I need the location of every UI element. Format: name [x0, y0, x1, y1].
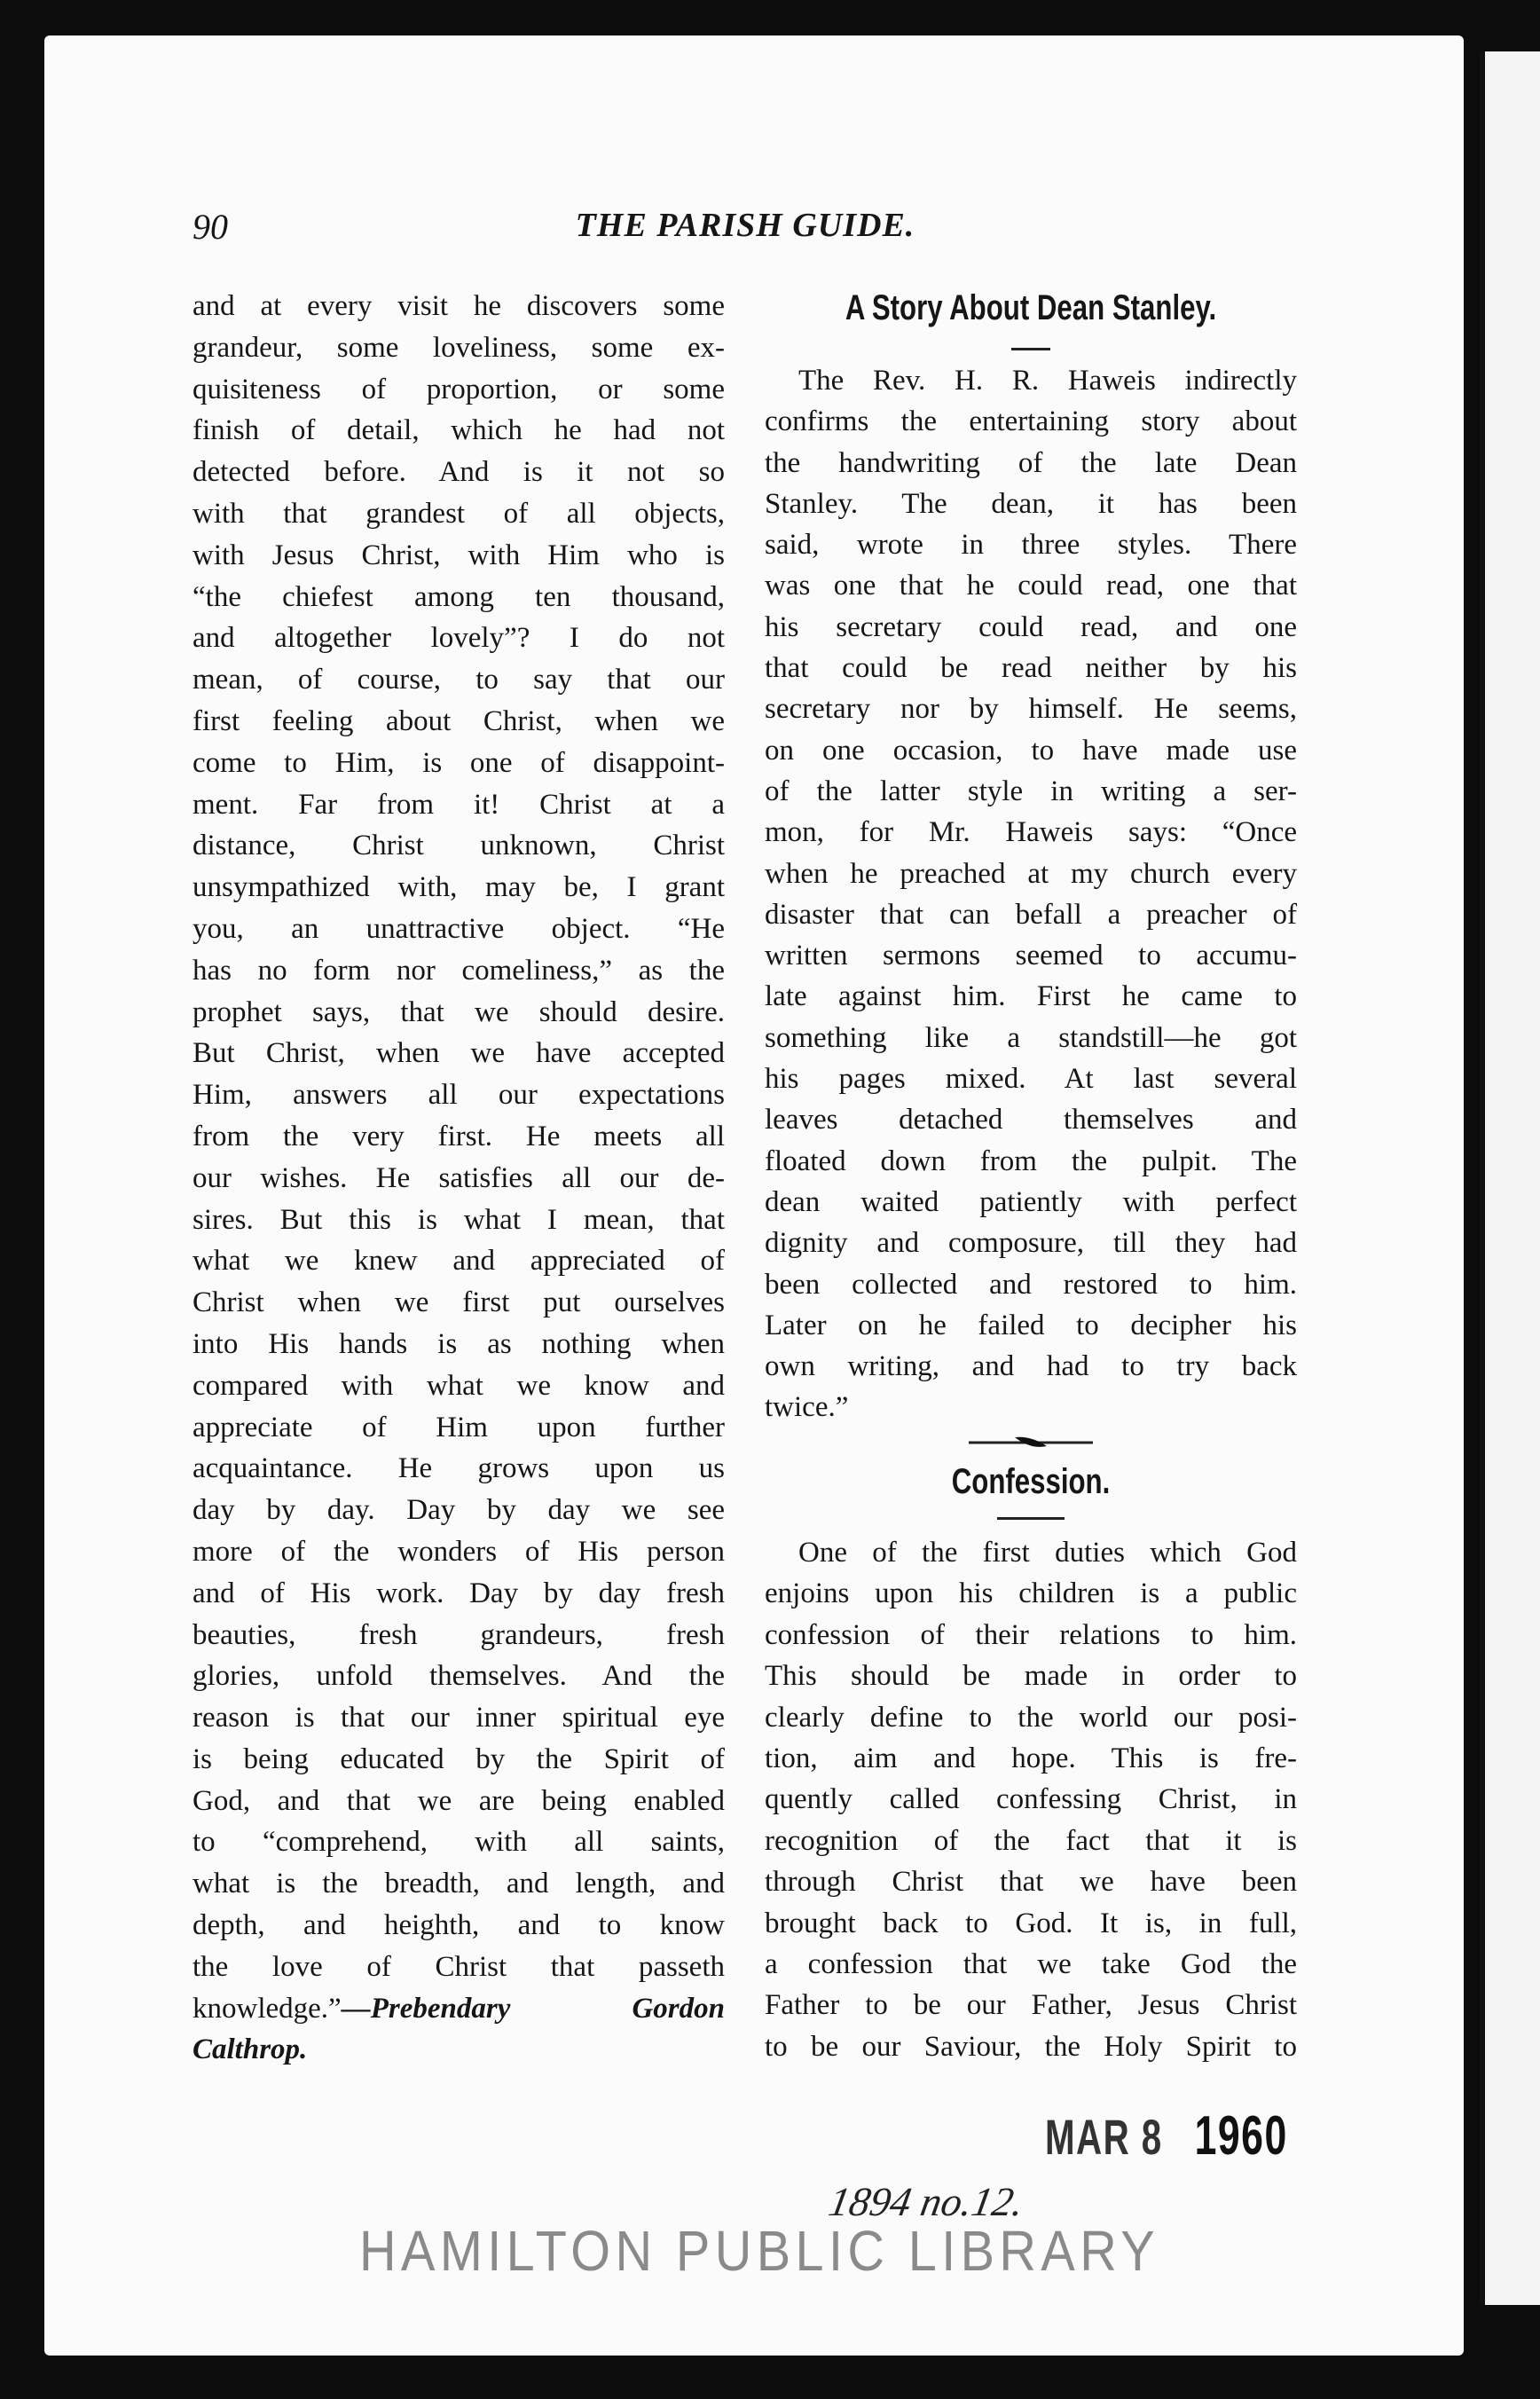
text-line: the handwriting of the late Dean	[765, 446, 1297, 479]
text-line: on one occasion, to have made use	[765, 734, 1297, 767]
text-line: unsympathized with, may be, I grant	[192, 871, 725, 904]
left-column	[192, 286, 725, 2071]
text-line: This should be made in order to	[765, 1660, 1297, 1693]
text-line: the love of Christ that passeth	[192, 1950, 725, 1983]
text-line: depth, and heighth, and to know	[192, 1909, 725, 1942]
text-line: dignity and composure, till they had	[765, 1227, 1297, 1260]
text-line: to “comprehend, with all saints,	[192, 1826, 725, 1859]
text-line: “the chiefest among ten thousand,	[192, 580, 725, 613]
text-line: ment. Far from it! Christ at a	[192, 788, 725, 821]
text-line: has no form nor comeliness,” as the	[192, 954, 725, 987]
text-line: tion, aim and hope. This is fre-	[765, 1742, 1297, 1774]
text-line: clearly define to the world our posi-	[765, 1701, 1297, 1734]
next-page-edge	[1480, 51, 1540, 2305]
text-line: is being educated by the Spirit of	[192, 1742, 725, 1775]
text-line: late against him. First he came to	[765, 980, 1297, 1013]
text-line: dean waited patiently with perfect	[765, 1185, 1297, 1218]
date-stamp-year: 1960	[1194, 2105, 1288, 2167]
text-line: when he preached at my church every	[765, 857, 1297, 890]
text-line: quently called confessing Christ, in	[765, 1783, 1297, 1816]
text-line: written sermons seemed to accumu-	[765, 940, 1297, 972]
text-line: into His hands is as nothing when	[192, 1327, 725, 1360]
text-line: day by day. Day by day we see	[192, 1494, 725, 1527]
text-line: But Christ, when we have accepted	[192, 1037, 725, 1070]
text-line: recognition of the fact that it is	[765, 1824, 1297, 1857]
text-line: glories, unfold themselves. And the	[192, 1660, 725, 1693]
text-line: with that grandest of all objects,	[192, 497, 725, 530]
text-line: The Rev. H. R. Haweis indirectly	[798, 365, 1297, 397]
text-line: and of His work. Day by day fresh	[192, 1577, 725, 1609]
text-line: reason is that our inner spiritual eye	[192, 1702, 725, 1734]
text-line: more of the wonders of His person	[192, 1535, 725, 1568]
text-line: his secretary could read, and one	[765, 610, 1297, 643]
text-line: Him, answers all our expectations	[192, 1079, 725, 1112]
text-line: acquaintance. He grows upon us	[192, 1452, 725, 1485]
handwritten-note: 1894 no.12.	[825, 2179, 1027, 2224]
article-dean-stanley-body	[765, 360, 1297, 1428]
text-line: something like a standstill—he got	[765, 1021, 1297, 1054]
text-line: Christ when we first put ourselves	[192, 1286, 725, 1319]
text-line: what we knew and appreciated of	[192, 1245, 725, 1278]
text-line: floated down from the pulpit. The	[765, 1144, 1297, 1177]
date-stamp-day: MAR 8	[1045, 2109, 1163, 2165]
text-line: a confession that we take God the	[765, 1947, 1297, 1980]
text-line: own writing, and had to try back	[765, 1350, 1297, 1383]
text-line: confirms the entertaining story about	[765, 405, 1297, 438]
text-line: sires. But this is what I mean, that	[192, 1203, 725, 1236]
text-line: God, and that we are being enabled	[192, 1784, 725, 1817]
text-line: detected before. And is it not so	[192, 456, 725, 489]
article-title-confession: Confession.	[951, 1462, 1111, 1501]
text-line: through Christ that we have been	[765, 1866, 1297, 1899]
text-line: secretary nor by himself. He seems,	[765, 693, 1297, 726]
text-line: mon, for Mr. Haweis says: “Once	[765, 816, 1297, 849]
text-line: said, wrote in three styles. There	[765, 529, 1297, 562]
text-line: Later on he failed to decipher his	[765, 1309, 1297, 1341]
text-line	[192, 1988, 725, 2030]
text-line: first feeling about Christ, when we	[192, 704, 725, 737]
text-line: you, an unattractive object. “He	[192, 912, 725, 945]
library-stamp: HAMILTON PUBLIC LIBRARY	[359, 2219, 1160, 2283]
text-line: twice.”	[765, 1391, 849, 1424]
text-line: disaster that can befall a preacher of	[765, 898, 1297, 931]
text-line: beauties, fresh grandeurs, fresh	[192, 1618, 725, 1651]
text-line: from the very first. He meets all	[192, 1120, 725, 1152]
text-line: grandeur, some loveliness, some ex-	[192, 331, 725, 364]
article-confession-body	[765, 1532, 1297, 2067]
attribution-name: Calthrop.	[192, 2033, 308, 2066]
text-line: mean, of course, to say that our	[192, 664, 725, 696]
text-line: come to Him, is one of disappoint-	[192, 746, 725, 779]
text-line: his pages mixed. At last several	[765, 1063, 1297, 1096]
text-line: of the latter style in writing a ser-	[765, 775, 1297, 807]
text-line: with Jesus Christ, with Him who is	[192, 539, 725, 571]
text-line: and altogether lovely”? I do not	[192, 622, 725, 655]
text-line: our wishes. He satisfies all our de-	[192, 1161, 725, 1194]
text-line: and at every visit he discovers some	[192, 290, 725, 322]
text-line: leaves detached themselves and	[765, 1104, 1297, 1137]
text-line: One of the first duties which God	[798, 1537, 1297, 1569]
text-line: enjoins upon his children is a public	[765, 1577, 1297, 1610]
text-line: appreciate of Him upon further	[192, 1411, 725, 1443]
text-line: distance, Christ unknown, Christ	[192, 830, 725, 862]
text-line: that could be read neither by his	[765, 652, 1297, 685]
text-line: quisiteness of proportion, or some	[192, 373, 725, 405]
ornament-divider-icon	[969, 1430, 1093, 1455]
text-line: brought back to God. It is, in full,	[765, 1907, 1297, 1939]
title-rule	[997, 1517, 1065, 1520]
text-line: what is the breadth, and length, and	[192, 1868, 725, 1900]
date-stamp	[1045, 2104, 1288, 2167]
text-line: Father to be our Father, Jesus Christ	[765, 1989, 1297, 2022]
text-line: Stanley. The dean, it has been	[765, 487, 1297, 520]
text-line: finish of detail, which he had not	[192, 414, 725, 447]
article-title-dean-stanley: A Story About Dean Stanley.	[845, 288, 1217, 327]
text-line: was one that he could read, one that	[765, 570, 1297, 602]
text-fragment: knowledge.”	[192, 1992, 342, 2025]
text-line: prophet says, that we should desire.	[192, 995, 725, 1028]
title-divider	[1011, 348, 1050, 350]
text-line: to be our Saviour, the Holy Spirit to	[765, 2030, 1297, 2063]
attribution: —Prebendary Gordon	[341, 1992, 725, 2025]
text-line: compared with what we know and	[192, 1369, 725, 1402]
running-title: THE PARISH GUIDE.	[575, 207, 915, 244]
page-number: 90	[192, 207, 228, 247]
text-line: confession of their relations to him.	[765, 1618, 1297, 1651]
text-line: been collected and restored to him.	[765, 1268, 1297, 1301]
